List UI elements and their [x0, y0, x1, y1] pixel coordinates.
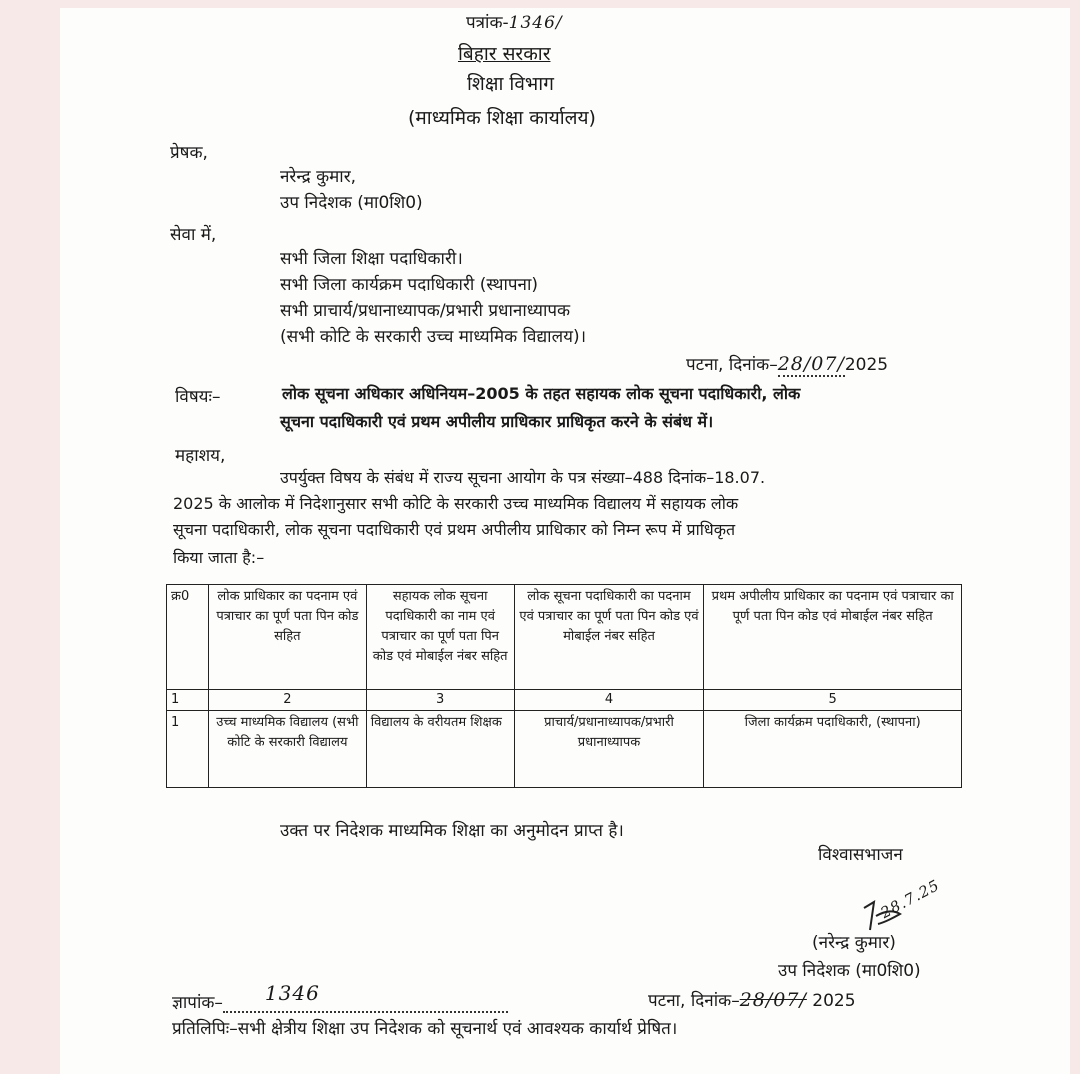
table-header-cell: सहायक लोक सूचना पदाधिकारी का नाम एवं पत्राचार का पूर्ण पता पिन कोड एवं मोबाईल नंबर सहित — [366, 585, 514, 690]
table-cell: जिला कार्यक्रम पदाधिकारी, (स्थापना) — [704, 711, 962, 788]
recipient-line: सभी जिला शिक्षा पदाधिकारी। — [280, 249, 463, 269]
table-number-cell: 5 — [704, 690, 962, 711]
footer-date-year: 2025 — [812, 991, 856, 1011]
recipient-line: सभी जिला कार्यक्रम पदाधिकारी (स्थापना) — [280, 275, 539, 295]
sender-name: नरेन्द्र कुमार, — [280, 167, 357, 187]
table-number-cell: 4 — [514, 690, 704, 711]
department-name: शिक्षा विभाग — [467, 73, 554, 95]
recipient-line: सभी प्राचार्य/प्रधानाध्यापक/प्रभारी प्रधानाध्यापक — [280, 301, 571, 321]
body-line: सूचना पदाधिकारी, लोक सूचना पदाधिकारी एवं प्रथम अपीलीय प्राधिकार को निम्न रूप में प्राधिकृत — [173, 520, 736, 539]
body-line: 2025 के आलोक में निदेशानुसार सभी कोटि के सरकारी उच्च माध्यमिक विद्यालय में सहायक लोक — [173, 494, 739, 513]
gyapank-label: ज्ञापांक– — [172, 993, 223, 1013]
date-handwritten: 28/07/ — [777, 353, 845, 375]
table-row — [167, 711, 962, 788]
authorization-table — [166, 584, 962, 788]
sender-designation: उप निदेशक (मा0शि0) — [280, 193, 423, 213]
body-line: किया जाता है:– — [173, 548, 265, 567]
date-line — [686, 352, 888, 377]
date-prefix: पटना, दिनांक– — [686, 355, 778, 375]
date-year: 2025 — [844, 355, 889, 375]
yours-faithfully: विश्वासभाजन — [818, 845, 903, 865]
patrank-label: पत्रांक- — [466, 13, 509, 33]
subject-line: सूचना पदाधिकारी एवं प्रथम अपीलीय प्राधिकार प्राधिकृत करने के संबंध में। — [280, 412, 714, 431]
gyapank-value: 1346 — [264, 981, 320, 1005]
gyapank-dotted-line — [223, 981, 508, 1013]
patrank — [466, 10, 563, 33]
recipient-line: (सभी कोटि के सरकारी उच्च माध्यमिक विद्यालय)। — [280, 327, 587, 347]
table-header-cell: लोक सूचना पदाधिकारी का पदनाम एवं पत्राचार का पूर्ण पता पिन कोड एवं मोबाईल नंबर सहित — [514, 585, 704, 690]
approval-line: उक्त पर निदेशक माध्यमिक शिक्षा का अनुमोदन प्राप्त है। — [280, 821, 624, 841]
table-number-cell: 3 — [366, 690, 514, 711]
subject-label: विषयः– — [175, 387, 221, 407]
table-number-row — [167, 690, 962, 711]
footer-date — [648, 988, 856, 1011]
signatory-designation: उप निदेशक (मा0शि0) — [778, 961, 921, 981]
table-header-cell: प्रथम अपीलीय प्राधिकार का पदनाम एवं पत्राचार का पूर्ण पता पिन कोड एवं मोबाईल नंबर सहित — [704, 585, 962, 690]
table-number-cell: 2 — [208, 690, 366, 711]
recipient-label: सेवा में, — [170, 225, 217, 245]
sender-label: प्रेषक, — [170, 143, 208, 163]
table-cell: विद्यालय के वरीयतम शिक्षक — [366, 711, 514, 788]
salutation: महाशय, — [175, 446, 226, 466]
footer-date-prefix: पटना, दिनांक– — [648, 991, 740, 1011]
table-cell: प्राचार्य/प्रधानाध्यापक/प्रभारी प्रधानाध्यापक — [514, 711, 704, 788]
govt-name: बिहार सरकार — [458, 43, 551, 65]
table-cell: 1 — [167, 711, 209, 788]
patrank-value: 1346/ — [508, 13, 563, 33]
footer-date-handwritten: 28/07/ — [739, 989, 807, 1011]
copy-line: प्रतिलिपिः–सभी क्षेत्रीय शिक्षा उप निदेशक को सूचनार्थ एवं आवश्यक कार्यार्थ प्रेषित। — [172, 1019, 678, 1039]
office-name: (माध्यमिक शिक्षा कार्यालय) — [408, 107, 596, 129]
body-line: उपर्युक्त विषय के संबंध में राज्य सूचना आयोग के पत्र संख्या–488 दिनांक–18.07. — [280, 468, 766, 487]
table-number-cell: 1 — [167, 690, 209, 711]
signature-date: 28.7.25 — [877, 875, 943, 923]
signatory-name: (नरेन्द्र कुमार) — [812, 933, 896, 953]
table-cell: उच्च माध्यमिक विद्यालय (सभी कोटि के सरकारी विद्यालय — [208, 711, 366, 788]
table-header-cell: लोक प्राधिकार का पदनाम एवं पत्राचार का पूर्ण पता पिन कोड सहित — [208, 585, 366, 690]
gyapank — [172, 981, 508, 1013]
table-header-row — [167, 585, 962, 690]
subject-line: लोक सूचना अधिकार अधिनियम–2005 के तहत सहायक लोक सूचना पदाधिकारी, लोक — [282, 384, 801, 403]
table-header-cell: क्र0 — [167, 585, 209, 690]
